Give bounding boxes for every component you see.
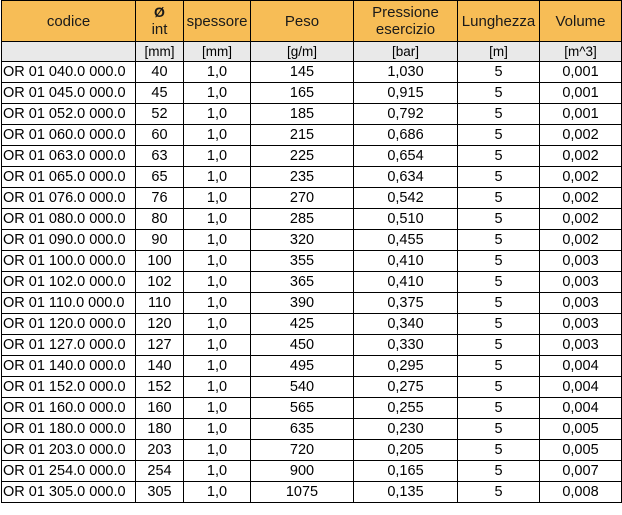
- cell-codice[interactable]: OR 01 076.0 000.0: [2, 188, 136, 209]
- cell-lunghezza[interactable]: 5: [458, 209, 540, 230]
- cell-codice[interactable]: OR 01 203.0 000.0: [2, 440, 136, 461]
- unit-cell: [mm]: [136, 42, 184, 62]
- cell-codice[interactable]: OR 01 140.0 000.0: [2, 356, 136, 377]
- cell-diameter[interactable]: 152: [136, 377, 184, 398]
- cell-codice[interactable]: OR 01 180.0 000.0: [2, 419, 136, 440]
- cell-spessore[interactable]: 1,0: [184, 209, 251, 230]
- cell-pressione[interactable]: 0,230: [354, 419, 458, 440]
- cell-peso[interactable]: 235: [251, 167, 354, 188]
- cell-pressione[interactable]: 0,634: [354, 167, 458, 188]
- cell-diameter[interactable]: 127: [136, 335, 184, 356]
- header-diameter: Ø int: [136, 1, 184, 42]
- table-row: [2, 482, 622, 503]
- cell-volume[interactable]: 0,005: [540, 440, 622, 461]
- cell-codice[interactable]: OR 01 040.0 000.0: [2, 62, 136, 83]
- cell-pressione[interactable]: 0,510: [354, 209, 458, 230]
- table-row: [2, 167, 622, 188]
- table-row: [2, 398, 622, 419]
- table-row: [2, 272, 622, 293]
- cell-peso[interactable]: 185: [251, 104, 354, 125]
- table-row: [2, 461, 622, 482]
- cell-diameter[interactable]: 40: [136, 62, 184, 83]
- cell-spessore[interactable]: 1,0: [184, 482, 251, 503]
- cell-lunghezza[interactable]: 5: [458, 440, 540, 461]
- cell-lunghezza[interactable]: 5: [458, 188, 540, 209]
- cell-diameter[interactable]: 254: [136, 461, 184, 482]
- header-spessore: spessore: [184, 1, 251, 42]
- cell-volume[interactable]: 0,002: [540, 125, 622, 146]
- cell-spessore[interactable]: 1,0: [184, 125, 251, 146]
- cell-peso[interactable]: 145: [251, 62, 354, 83]
- table-row: [2, 335, 622, 356]
- table-row: [2, 209, 622, 230]
- cell-diameter[interactable]: 102: [136, 272, 184, 293]
- cell-lunghezza[interactable]: 5: [458, 293, 540, 314]
- cell-volume[interactable]: 0,002: [540, 230, 622, 251]
- unit-cell: [g/m]: [251, 42, 354, 62]
- cell-spessore[interactable]: 1,0: [184, 251, 251, 272]
- cell-spessore[interactable]: 1,0: [184, 272, 251, 293]
- unit-cell: [bar]: [354, 42, 458, 62]
- cell-peso[interactable]: 540: [251, 377, 354, 398]
- header-codice: codice: [2, 1, 136, 42]
- cell-codice[interactable]: OR 01 052.0 000.0: [2, 104, 136, 125]
- cell-volume[interactable]: 0,003: [540, 251, 622, 272]
- cell-spessore[interactable]: 1,0: [184, 335, 251, 356]
- cell-codice[interactable]: OR 01 160.0 000.0: [2, 398, 136, 419]
- header-pressione: Pressione esercizio: [354, 1, 458, 42]
- cell-spessore[interactable]: 1,0: [184, 62, 251, 83]
- table-row: [2, 293, 622, 314]
- cell-pressione[interactable]: 0,205: [354, 440, 458, 461]
- table-row: [2, 440, 622, 461]
- cell-diameter[interactable]: 60: [136, 125, 184, 146]
- cell-peso[interactable]: 1075: [251, 482, 354, 503]
- cell-codice[interactable]: OR 01 100.0 000.0: [2, 251, 136, 272]
- table-row: [2, 104, 622, 125]
- cell-spessore[interactable]: 1,0: [184, 230, 251, 251]
- cell-diameter[interactable]: 63: [136, 146, 184, 167]
- cell-diameter[interactable]: 100: [136, 251, 184, 272]
- cell-pressione[interactable]: 0,135: [354, 482, 458, 503]
- cell-pressione[interactable]: 0,410: [354, 251, 458, 272]
- cell-lunghezza[interactable]: 5: [458, 482, 540, 503]
- cell-volume[interactable]: 0,007: [540, 461, 622, 482]
- cell-lunghezza[interactable]: 5: [458, 125, 540, 146]
- table-row: [2, 356, 622, 377]
- cell-spessore[interactable]: 1,0: [184, 293, 251, 314]
- cell-volume[interactable]: 0,001: [540, 62, 622, 83]
- cell-volume[interactable]: 0,001: [540, 104, 622, 125]
- table-row: [2, 62, 622, 83]
- header-row: [2, 1, 622, 42]
- cell-volume[interactable]: 0,003: [540, 314, 622, 335]
- cell-diameter[interactable]: 45: [136, 83, 184, 104]
- cell-diameter[interactable]: 52: [136, 104, 184, 125]
- cell-volume[interactable]: 0,003: [540, 335, 622, 356]
- cell-pressione[interactable]: 0,792: [354, 104, 458, 125]
- cell-diameter[interactable]: 120: [136, 314, 184, 335]
- cell-diameter[interactable]: 110: [136, 293, 184, 314]
- cell-peso[interactable]: 225: [251, 146, 354, 167]
- unit-cell: [m]: [458, 42, 540, 62]
- cell-codice[interactable]: OR 01 254.0 000.0: [2, 461, 136, 482]
- cell-codice[interactable]: OR 01 152.0 000.0: [2, 377, 136, 398]
- cell-peso[interactable]: 165: [251, 83, 354, 104]
- table-row: [2, 146, 622, 167]
- cell-volume[interactable]: 0,004: [540, 356, 622, 377]
- table-row: [2, 188, 622, 209]
- cell-codice[interactable]: OR 01 120.0 000.0: [2, 314, 136, 335]
- cell-peso[interactable]: 425: [251, 314, 354, 335]
- header-volume: Volume: [540, 1, 622, 42]
- cell-codice[interactable]: OR 01 127.0 000.0: [2, 335, 136, 356]
- cell-volume[interactable]: 0,004: [540, 377, 622, 398]
- cell-lunghezza[interactable]: 5: [458, 251, 540, 272]
- cell-lunghezza[interactable]: 5: [458, 167, 540, 188]
- cell-volume[interactable]: 0,002: [540, 188, 622, 209]
- cell-codice[interactable]: OR 01 305.0 000.0: [2, 482, 136, 503]
- cell-codice[interactable]: OR 01 045.0 000.0: [2, 83, 136, 104]
- cell-pressione[interactable]: 0,455: [354, 230, 458, 251]
- cell-pressione[interactable]: 0,686: [354, 125, 458, 146]
- cell-spessore[interactable]: 1,0: [184, 167, 251, 188]
- cell-volume[interactable]: 0,001: [540, 83, 622, 104]
- cell-codice[interactable]: OR 01 110.0 000.0: [2, 293, 136, 314]
- cell-lunghezza[interactable]: 5: [458, 377, 540, 398]
- cell-spessore[interactable]: 1,0: [184, 398, 251, 419]
- cell-volume[interactable]: 0,003: [540, 272, 622, 293]
- cell-spessore[interactable]: 1,0: [184, 188, 251, 209]
- cell-codice[interactable]: OR 01 065.0 000.0: [2, 167, 136, 188]
- cell-diameter[interactable]: 80: [136, 209, 184, 230]
- cell-lunghezza[interactable]: 5: [458, 62, 540, 83]
- header-lunghezza: Lunghezza: [458, 1, 540, 42]
- cell-diameter[interactable]: 140: [136, 356, 184, 377]
- cell-volume[interactable]: 0,002: [540, 209, 622, 230]
- cell-lunghezza[interactable]: 5: [458, 104, 540, 125]
- cell-pressione[interactable]: 1,030: [354, 62, 458, 83]
- cell-spessore[interactable]: 1,0: [184, 314, 251, 335]
- cell-lunghezza[interactable]: 5: [458, 272, 540, 293]
- cell-peso[interactable]: 495: [251, 356, 354, 377]
- cell-lunghezza[interactable]: 5: [458, 398, 540, 419]
- cell-lunghezza[interactable]: 5: [458, 461, 540, 482]
- cell-diameter[interactable]: 203: [136, 440, 184, 461]
- cell-codice[interactable]: OR 01 080.0 000.0: [2, 209, 136, 230]
- cell-pressione[interactable]: 0,340: [354, 314, 458, 335]
- cell-pressione[interactable]: 0,295: [354, 356, 458, 377]
- unit-cell: [2, 42, 136, 62]
- table-body: [2, 62, 622, 503]
- cell-codice[interactable]: OR 01 090.0 000.0: [2, 230, 136, 251]
- cell-spessore[interactable]: 1,0: [184, 104, 251, 125]
- cell-pressione[interactable]: 0,915: [354, 83, 458, 104]
- cell-spessore[interactable]: 1,0: [184, 440, 251, 461]
- cell-volume[interactable]: 0,008: [540, 482, 622, 503]
- cell-peso[interactable]: 450: [251, 335, 354, 356]
- cell-peso[interactable]: 565: [251, 398, 354, 419]
- cell-diameter[interactable]: 180: [136, 419, 184, 440]
- cell-peso[interactable]: 635: [251, 419, 354, 440]
- cell-codice[interactable]: OR 01 102.0 000.0: [2, 272, 136, 293]
- cell-spessore[interactable]: 1,0: [184, 377, 251, 398]
- cell-pressione[interactable]: 0,165: [354, 461, 458, 482]
- cell-diameter[interactable]: 305: [136, 482, 184, 503]
- cell-volume[interactable]: 0,002: [540, 167, 622, 188]
- cell-diameter[interactable]: 160: [136, 398, 184, 419]
- cell-pressione[interactable]: 0,410: [354, 272, 458, 293]
- cell-pressione[interactable]: 0,542: [354, 188, 458, 209]
- cell-volume[interactable]: 0,002: [540, 146, 622, 167]
- cell-peso[interactable]: 900: [251, 461, 354, 482]
- cell-pressione[interactable]: 0,255: [354, 398, 458, 419]
- table-row: [2, 251, 622, 272]
- cell-codice[interactable]: OR 01 060.0 000.0: [2, 125, 136, 146]
- cell-lunghezza[interactable]: 5: [458, 335, 540, 356]
- cell-spessore[interactable]: 1,0: [184, 83, 251, 104]
- cell-peso[interactable]: 365: [251, 272, 354, 293]
- cell-peso[interactable]: 320: [251, 230, 354, 251]
- cell-peso[interactable]: 390: [251, 293, 354, 314]
- cell-pressione[interactable]: 0,375: [354, 293, 458, 314]
- cell-lunghezza[interactable]: 5: [458, 314, 540, 335]
- units-row: [2, 42, 622, 62]
- cell-peso[interactable]: 720: [251, 440, 354, 461]
- cell-pressione[interactable]: 0,275: [354, 377, 458, 398]
- cell-peso[interactable]: 270: [251, 188, 354, 209]
- cell-diameter[interactable]: 65: [136, 167, 184, 188]
- table-row: [2, 377, 622, 398]
- table-row: [2, 314, 622, 335]
- table-row: [2, 125, 622, 146]
- cell-diameter[interactable]: 90: [136, 230, 184, 251]
- cell-lunghezza[interactable]: 5: [458, 83, 540, 104]
- cell-volume[interactable]: 0,004: [540, 398, 622, 419]
- unit-cell: [m^3]: [540, 42, 622, 62]
- cell-peso[interactable]: 215: [251, 125, 354, 146]
- cell-lunghezza[interactable]: 5: [458, 419, 540, 440]
- cell-peso[interactable]: 285: [251, 209, 354, 230]
- cell-spessore[interactable]: 1,0: [184, 146, 251, 167]
- cell-lunghezza[interactable]: 5: [458, 230, 540, 251]
- cell-spessore[interactable]: 1,0: [184, 419, 251, 440]
- cell-volume[interactable]: 0,003: [540, 293, 622, 314]
- unit-cell: [mm]: [184, 42, 251, 62]
- cell-peso[interactable]: 355: [251, 251, 354, 272]
- product-table: [1, 0, 622, 503]
- cell-pressione[interactable]: 0,330: [354, 335, 458, 356]
- cell-pressione[interactable]: 0,654: [354, 146, 458, 167]
- table-row: [2, 230, 622, 251]
- header-peso: Peso: [251, 1, 354, 42]
- cell-spessore[interactable]: 1,0: [184, 356, 251, 377]
- cell-spessore[interactable]: 1,0: [184, 461, 251, 482]
- cell-lunghezza[interactable]: 5: [458, 356, 540, 377]
- cell-volume[interactable]: 0,005: [540, 419, 622, 440]
- table-row: [2, 419, 622, 440]
- cell-codice[interactable]: OR 01 063.0 000.0: [2, 146, 136, 167]
- cell-diameter[interactable]: 76: [136, 188, 184, 209]
- table-row: [2, 83, 622, 104]
- cell-lunghezza[interactable]: 5: [458, 146, 540, 167]
